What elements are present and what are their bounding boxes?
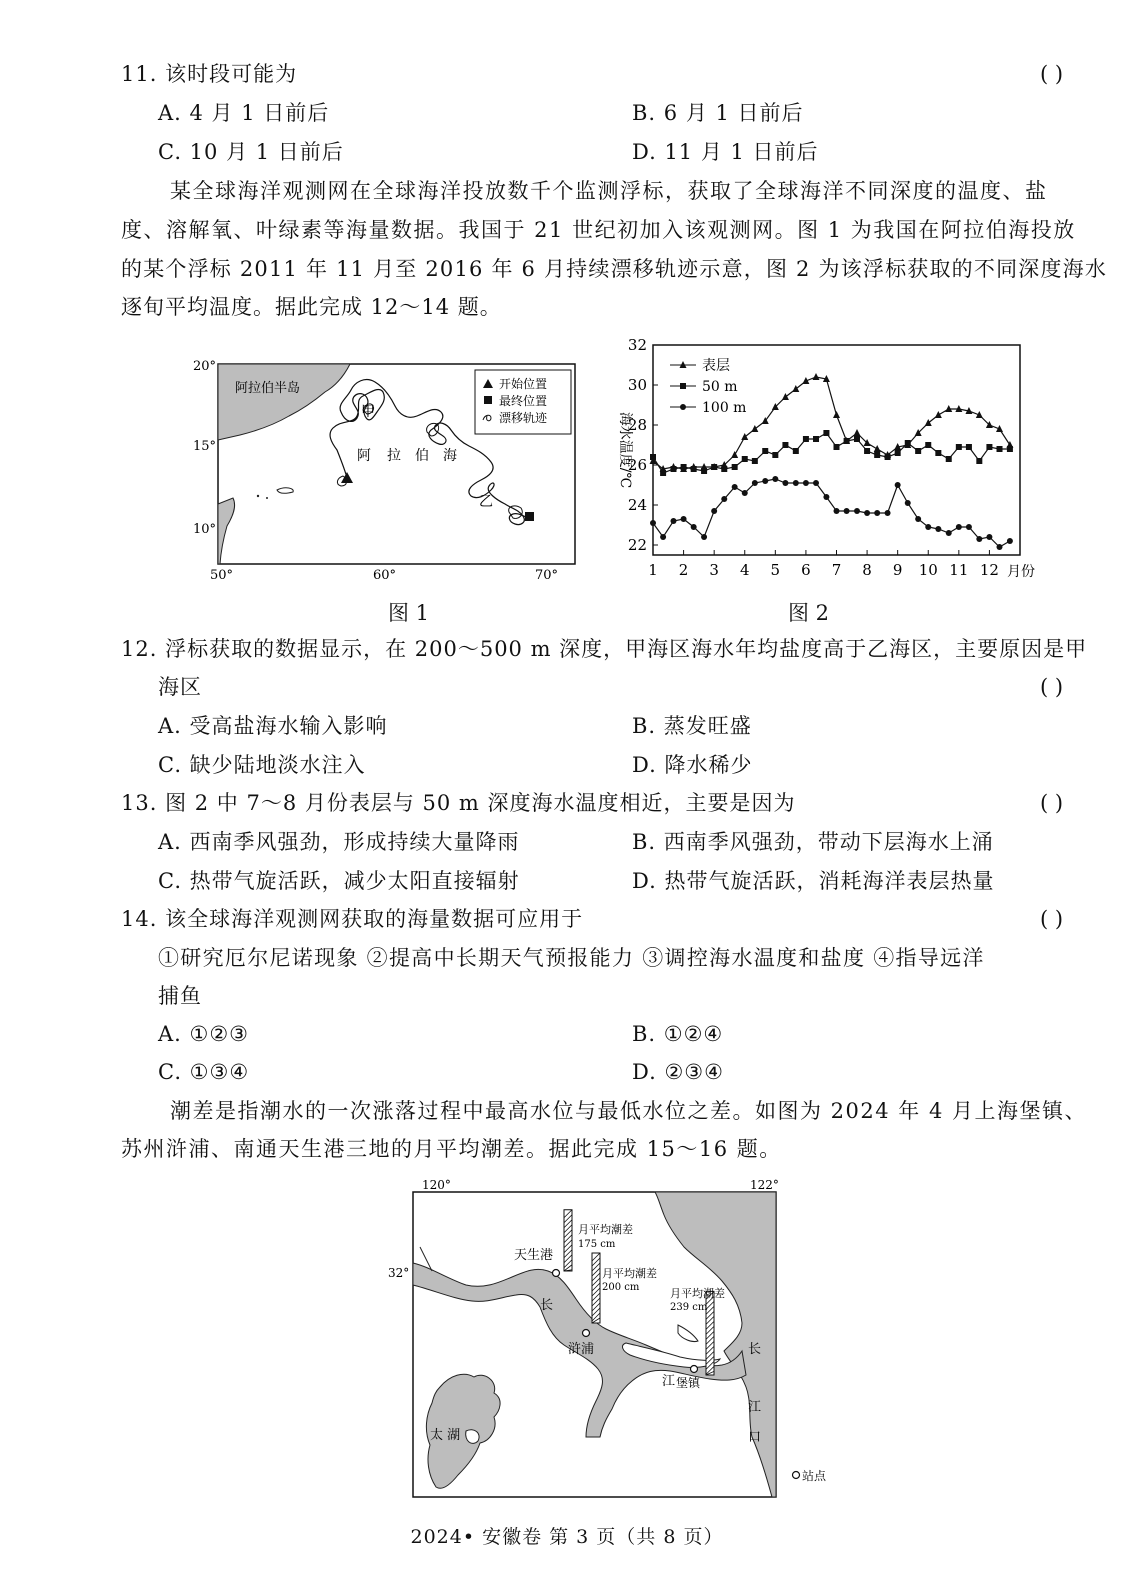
series-point-100m [711, 508, 717, 514]
label-arabian-peninsula: 阿拉伯半岛 [235, 381, 301, 396]
x-tick-label: 5 [770, 561, 781, 579]
x-tick-label: 9 [892, 561, 903, 579]
legend-end-label: 最终位置 [499, 394, 548, 408]
x-tick-label: 11 [949, 561, 969, 579]
series-point-100m [986, 534, 992, 540]
label-hai: 海 [443, 448, 457, 464]
lake-island [466, 1430, 479, 1444]
passage2-line-1: 潮差是指潮水的一次涨落过程中最高水位与最低水位之差。如图为 2024 年 4 月上海堡镇、 [170, 1099, 1088, 1123]
figure1-caption: 图 1 [388, 601, 430, 625]
series-point-100m [721, 496, 727, 502]
series-point-50m [732, 464, 738, 470]
passage1-line-4: 逐旬平均温度。据此完成 12～14 题。 [121, 295, 502, 319]
series-point-50m [762, 448, 768, 454]
lon-label-122: 122° [750, 1178, 779, 1192]
series-point-50m [711, 464, 717, 470]
series-point-50m [874, 452, 880, 458]
y-tick-label: 22 [627, 536, 647, 554]
river-char-jiang-1: 江 [662, 1374, 676, 1389]
lat-label-20: 20° [193, 359, 217, 374]
series-point-50m [752, 458, 758, 464]
legend-station-icon [793, 1472, 800, 1479]
x-tick-label: 8 [862, 561, 872, 579]
q11-option-c: C. 10 月 1 日前后 [158, 140, 344, 164]
tide-label-1: 月平均潮差 [578, 1223, 633, 1236]
series-point-50m [660, 470, 666, 476]
series-point-100m [976, 536, 982, 542]
island [277, 488, 293, 493]
series-point-100m [742, 490, 748, 496]
series-point-100m [885, 510, 891, 516]
q13-stem: 13. 图 2 中 7～8 月份表层与 50 m 深度海水温度相近，主要是因为 [121, 791, 796, 815]
station-baozhen [691, 1366, 698, 1373]
q12-option-a: A. 受高盐海水输入影响 [158, 714, 388, 738]
series-point-50m [670, 466, 676, 472]
q11-option-a: A. 4 月 1 日前后 [158, 101, 330, 125]
q11-option-b: B. 6 月 1 日前后 [632, 101, 804, 125]
series-point-100m [925, 524, 931, 530]
series-point-50m [966, 444, 972, 450]
q14-option-b: B. ①②④ [632, 1022, 724, 1046]
station-label-tianshenggang: 天生港 [514, 1248, 554, 1263]
x-tick-label: 1 [648, 561, 658, 579]
tide-value-2: 200 cm [602, 1282, 640, 1293]
series-point-50m [772, 452, 778, 458]
y-tick-label: 26 [627, 456, 647, 474]
series-point-50m [864, 448, 870, 454]
y-tick-label: 28 [627, 416, 647, 434]
legend-label-2: 100 m [702, 400, 747, 416]
station-xupu [583, 1330, 590, 1337]
label-jia: 甲 [361, 404, 375, 420]
series-point-50m [854, 436, 860, 442]
q11-option-d: D. 11 月 1 日前后 [632, 140, 819, 164]
series-point-100m [701, 534, 707, 540]
series-point-100m [935, 526, 941, 532]
x-tick-label: 4 [739, 561, 750, 579]
lat-label-32: 32° [388, 1266, 410, 1280]
figure3-estuary-map [380, 1175, 850, 1505]
y-tick-label: 24 [627, 496, 647, 514]
series-point-50m [813, 436, 819, 442]
page-footer: 2024• 安徽卷 第 3 页（共 8 页） [410, 1526, 724, 1548]
series-point-50m [895, 450, 901, 456]
series-point-100m [946, 530, 952, 536]
x-tick-label: 2 [678, 561, 689, 579]
q14-option-d: D. ②③④ [632, 1060, 724, 1084]
end-position-marker [525, 512, 534, 521]
legend-trajectory-label: 漂移轨迹 [499, 411, 548, 425]
lon-label-120: 120° [422, 1178, 451, 1192]
q13-answer-paren: ( ) [1040, 791, 1064, 815]
series-point-100m [732, 484, 738, 490]
q13-option-a: A. 西南季风强劲，形成持续大量降雨 [158, 830, 520, 854]
series-point-50m [691, 466, 697, 472]
q13-option-c: C. 热带气旋活跃，减少太阳直接辐射 [158, 869, 520, 893]
series-point-100m [650, 520, 656, 526]
q14-items-line-2: 捕鱼 [158, 984, 202, 1008]
tide-label-3: 月平均潮差 [670, 1287, 725, 1300]
legend-marker-2 [680, 404, 686, 410]
label-la: 拉 [387, 448, 401, 464]
series-point-100m [834, 508, 840, 514]
series-point-50m [976, 458, 982, 464]
x-tick-label: 6 [801, 561, 811, 579]
series-point-100m [681, 516, 687, 522]
series-point-100m [905, 500, 911, 506]
legend-label-0: 表层 [702, 358, 730, 374]
series-point-100m [895, 482, 901, 488]
tide-value-3: 239 cm [670, 1302, 708, 1313]
chart-ylabel: 海水温度/℃ [617, 411, 633, 489]
x-tick-label: 10 [918, 561, 938, 579]
x-tick-label: 12 [979, 561, 999, 579]
tide-label-2: 月平均潮差 [602, 1267, 657, 1280]
series-point-50m [844, 438, 850, 444]
x-tick-label: 7 [831, 561, 842, 579]
legend-start-label: 开始位置 [499, 377, 548, 391]
label-bo: 伯 [415, 448, 429, 464]
series-point-50m [793, 448, 799, 454]
figure1-map [185, 350, 585, 585]
series-point-50m [956, 444, 962, 450]
label-yi: 乙 [479, 494, 493, 510]
series-point-50m [834, 444, 840, 450]
passage1-line-1: 某全球海洋观测网在全球海洋投放数千个监测浮标，获取了全球海洋不同深度的温度、盐 [170, 179, 1048, 203]
series-point-50m [885, 454, 891, 460]
series-point-50m [681, 464, 687, 470]
series-point-50m [823, 430, 829, 436]
y-tick-label: 32 [627, 336, 647, 354]
q12-stem-line-1: 12. 浮标获取的数据显示，在 200～500 m 深度，甲海区海水年均盐度高于乙海区，主要原因是甲 [121, 637, 1088, 661]
q12-option-c: C. 缺少陆地淡水注入 [158, 753, 366, 777]
series-point-100m [660, 534, 666, 540]
series-point-100m [752, 480, 758, 486]
island-dot [266, 497, 268, 499]
series-point-50m [650, 454, 656, 460]
passage1-line-2: 度、溶解氧、叶绿素等海量数据。我国于 21 世纪初加入该观测网。图 1 为我国在阿拉伯海投放 [121, 218, 1076, 242]
q12-option-b: B. 蒸发旺盛 [632, 714, 752, 738]
series-point-100m [854, 508, 860, 514]
series-point-100m [793, 480, 799, 486]
river-char-jiang-2: 江 [748, 1400, 762, 1415]
q14-items-line-1: ①研究厄尔尼诺现象 ②提高中长期天气预报能力 ③调控海水温度和盐度 ④指导远洋 [158, 946, 985, 970]
q13-option-d: D. 热带气旋活跃，消耗海洋表层热量 [632, 869, 995, 893]
y-tick-label: 30 [627, 376, 647, 394]
series-point-50m [721, 466, 727, 472]
series-point-100m [874, 510, 880, 516]
series-point-100m [813, 480, 819, 486]
lon-label-60: 60° [373, 568, 397, 583]
figure2-caption: 图 2 [788, 601, 830, 625]
series-point-50m [997, 446, 1003, 452]
lon-label-70: 70° [535, 568, 559, 583]
station-label-xupu: 浒浦 [568, 1342, 595, 1357]
chart-xlabel-suffix: 月份 [1007, 564, 1035, 580]
series-point-100m [823, 494, 829, 500]
series-point-50m [803, 436, 809, 442]
passage2-line-2: 苏州浒浦、南通天生港三地的月平均潮差。据此完成 15～16 题。 [121, 1137, 782, 1161]
q14-stem: 14. 该全球海洋观测网获取的海量数据可应用于 [121, 907, 584, 931]
q11-answer-paren: ( ) [1040, 62, 1064, 86]
series-point-50m [925, 442, 931, 448]
legend-label-1: 50 m [702, 379, 738, 395]
x-tick-label: 3 [709, 561, 719, 579]
q13-option-b: B. 西南季风强劲，带动下层海水上涌 [632, 830, 994, 854]
legend-end-icon [484, 396, 492, 404]
legend-marker-1 [680, 383, 686, 389]
tide-value-1: 175 cm [578, 1239, 616, 1250]
series-point-50m [905, 440, 911, 446]
passage1-line-3: 的某个浮标 2011 年 11 月至 2016 年 6 月持续漂移轨迹示意，图 2 为该浮标获取的不同深度海水 [121, 257, 1108, 281]
series-point-50m [782, 442, 788, 448]
q14-option-c: C. ①③④ [158, 1060, 250, 1084]
label-a: 阿 [357, 448, 371, 464]
series-point-50m [946, 456, 952, 462]
label-taihu: 太 湖 [430, 1428, 461, 1443]
q12-option-d: D. 降水稀少 [632, 753, 753, 777]
series-point-50m [935, 450, 941, 456]
series-point-100m [864, 510, 870, 516]
figure2-chart [605, 335, 1045, 585]
series-point-50m [1007, 446, 1013, 452]
lat-label-10: 10° [193, 522, 217, 537]
q12-answer-paren: ( ) [1040, 675, 1064, 699]
island-dot [257, 495, 259, 497]
q12-stem-line-2: 海区 [158, 675, 202, 699]
lon-label-50: 50° [210, 568, 234, 583]
lat-label-15: 15° [193, 439, 217, 454]
legend-station-label: 站点 [802, 1469, 827, 1483]
station-tianshenggang [553, 1270, 560, 1277]
series-point-100m [691, 524, 697, 530]
series-point-100m [803, 480, 809, 486]
series-point-100m [966, 524, 972, 530]
q11-stem: 11. 该时段可能为 [121, 62, 298, 86]
series-point-100m [997, 544, 1003, 550]
river-char-kou: 口 [748, 1430, 762, 1445]
station-label-baozhen: 堡镇 [676, 1376, 701, 1390]
series-point-50m [701, 468, 707, 474]
series-point-100m [782, 480, 788, 486]
series-point-100m [762, 478, 768, 484]
series-point-100m [956, 524, 962, 530]
q14-option-a: A. ①②③ [158, 1022, 249, 1046]
series-point-100m [915, 516, 921, 522]
series-point-50m [986, 444, 992, 450]
river-char-chang-1: 长 [540, 1298, 554, 1313]
q14-answer-paren: ( ) [1040, 907, 1064, 931]
series-point-100m [844, 508, 850, 514]
series-point-50m [742, 456, 748, 462]
river-char-chang-2: 长 [748, 1342, 762, 1357]
series-point-100m [1007, 538, 1013, 544]
series-point-100m [772, 476, 778, 482]
series-point-50m [915, 448, 921, 454]
series-point-100m [670, 518, 676, 524]
